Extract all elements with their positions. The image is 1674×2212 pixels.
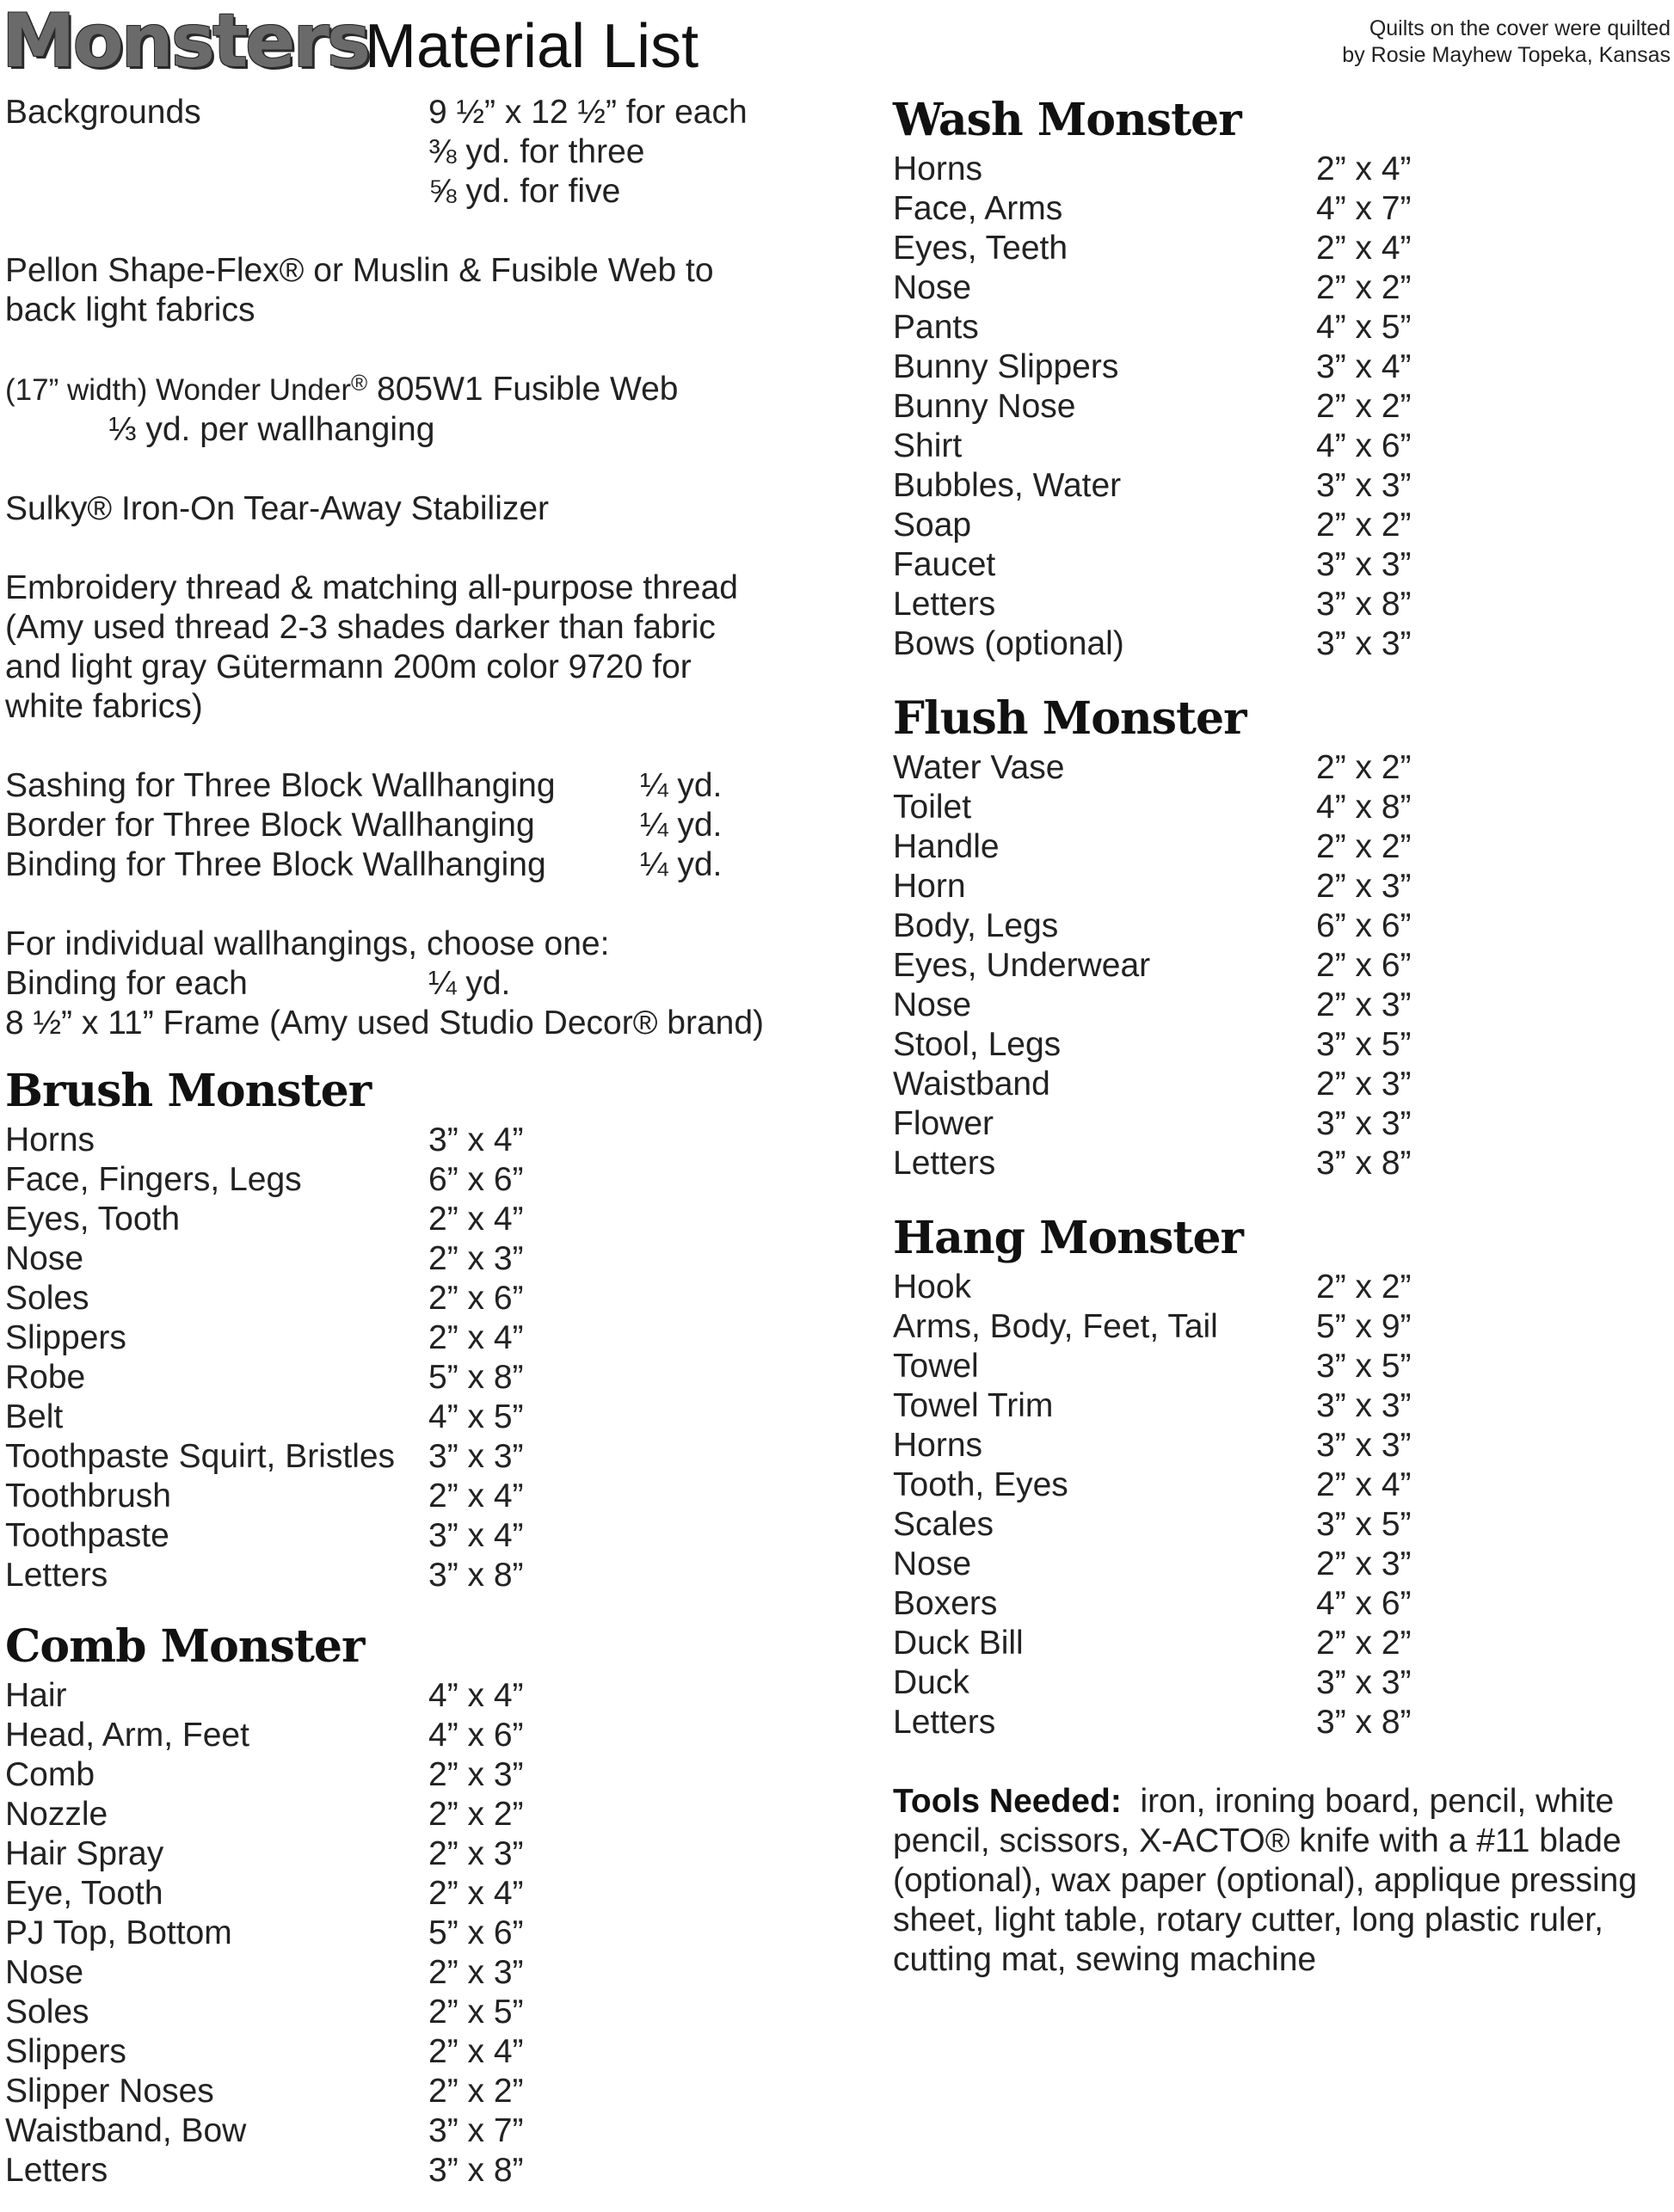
item-name: Slippers: [5, 1319, 126, 1356]
wallhanging-row: [5, 766, 865, 806]
wallhanging-item-qty: ¼ yd.: [640, 767, 723, 804]
list-item: [893, 1104, 1672, 1144]
item-size: 3” x 4”: [428, 1121, 524, 1158]
list-item: [893, 347, 1672, 387]
item-name: Hair Spray: [5, 1835, 164, 1872]
item-name: Towel: [893, 1348, 979, 1385]
backgrounds-size-each: 9 ½” x 12 ½” for each: [428, 94, 748, 131]
list-item: [893, 585, 1672, 624]
tools-needed: [893, 1782, 1672, 1980]
item-size: 6” x 6”: [1316, 907, 1412, 944]
backgrounds-row: [5, 132, 865, 172]
individual-binding-row: [5, 964, 865, 1004]
list-item: [5, 1239, 865, 1279]
wonder-under-line: [5, 370, 865, 410]
item-name: Flower: [893, 1105, 994, 1142]
list-item: [893, 506, 1672, 545]
item-size: 2” x 2”: [1316, 388, 1412, 425]
item-size: 2” x 3”: [428, 1954, 524, 1991]
list-item: [5, 1160, 865, 1200]
backgrounds-label: Backgrounds: [5, 94, 201, 131]
item-size: 2” x 2”: [428, 1796, 524, 1833]
item-name: Face, Fingers, Legs: [5, 1161, 302, 1198]
item-size: 4” x 7”: [1316, 190, 1412, 227]
item-name: Soap: [893, 507, 972, 544]
item-size: 2” x 5”: [428, 1994, 524, 2031]
item-size: 3” x 8”: [428, 2152, 524, 2189]
item-name: Eyes, Tooth: [5, 1201, 181, 1238]
list-item: [893, 1505, 1672, 1545]
thread-line-1: Embroidery thread & matching all-purpose thread: [5, 569, 738, 606]
flush-monster-heading: Flush Monster: [893, 692, 1246, 745]
item-name: Body, Legs: [893, 907, 1059, 944]
item-size: 5” x 9”: [1316, 1308, 1412, 1345]
item-name: Slippers: [5, 2033, 126, 2070]
list-item: [893, 827, 1672, 867]
item-name: Horns: [5, 1121, 95, 1158]
individual-binding-qty: ¼ yd.: [428, 965, 511, 1002]
item-name: Stool, Legs: [893, 1026, 1062, 1063]
item-name: Scales: [893, 1506, 994, 1543]
list-item: [893, 1347, 1672, 1386]
list-item: [893, 466, 1672, 506]
list-item: [893, 1624, 1672, 1663]
item-size: 2” x 2”: [1316, 1269, 1412, 1306]
item-size: 2” x 3”: [1316, 986, 1412, 1023]
item-name: Pants: [893, 309, 979, 346]
item-size: 4” x 4”: [428, 1677, 524, 1714]
item-size: 5” x 8”: [428, 1359, 524, 1396]
item-size: 2” x 2”: [1316, 269, 1412, 306]
item-size: 3” x 4”: [428, 1517, 524, 1554]
list-item: [893, 1268, 1672, 1307]
monsters-logo: Monsters: [2, 0, 369, 84]
item-size: 3” x 3”: [1316, 1387, 1412, 1424]
list-item: [893, 387, 1672, 427]
individual-binding-name: Binding for each: [5, 965, 248, 1002]
list-item: [893, 1663, 1672, 1703]
wonder-under-reg: ®: [351, 370, 368, 396]
item-name: Letters: [5, 1557, 108, 1594]
left-column: [5, 93, 865, 2190]
item-size: 3” x 8”: [428, 1557, 524, 1594]
wallhanging-row: [5, 806, 865, 845]
item-name: Eye, Tooth: [5, 1875, 163, 1912]
item-name: Faucet: [893, 546, 996, 583]
list-item: [893, 946, 1672, 986]
list-item: [893, 1144, 1672, 1183]
list-item: [5, 1516, 865, 1556]
list-item: [893, 906, 1672, 946]
quilter-credit: [1189, 15, 1671, 69]
item-size: 4” x 6”: [1316, 427, 1412, 464]
item-size: 2” x 4”: [428, 2033, 524, 2070]
list-item: [5, 1398, 865, 1437]
item-name: Horns: [893, 1427, 983, 1464]
list-item: [893, 268, 1672, 308]
list-item: [5, 1437, 865, 1477]
item-size: 4” x 8”: [1316, 789, 1412, 826]
item-size: 2” x 3”: [428, 1240, 524, 1277]
item-name: Hook: [893, 1269, 972, 1306]
item-size: 2” x 6”: [428, 1280, 524, 1317]
wallhanging-item-qty: ¼ yd.: [640, 807, 723, 844]
item-size: 3” x 8”: [1316, 1145, 1412, 1182]
individual-intro: For individual wallhangings, choose one:: [5, 925, 610, 962]
credit-line-1: Quilts on the cover were quilted: [1369, 16, 1671, 40]
list-item: [5, 2032, 865, 2072]
list-item: [5, 1874, 865, 1914]
item-name: Tooth, Eyes: [893, 1466, 1068, 1503]
list-item: [5, 1556, 865, 1595]
item-name: Eyes, Underwear: [893, 947, 1151, 984]
item-size: 4” x 6”: [1316, 1585, 1412, 1622]
list-item: [893, 189, 1672, 229]
list-item: [5, 1993, 865, 2032]
item-size: 2” x 3”: [1316, 868, 1412, 905]
wallhanging-item-qty: ¼ yd.: [640, 846, 723, 883]
item-size: 2” x 2”: [1316, 828, 1412, 865]
thread-line-4: white fabrics): [5, 688, 203, 725]
thread-line-3: and light gray Gütermann 200m color 9720 for: [5, 648, 692, 685]
list-item: [5, 1834, 865, 1874]
item-name: Nose: [893, 986, 972, 1023]
item-size: 4” x 5”: [1316, 309, 1412, 346]
item-size: 2” x 3”: [1316, 1066, 1412, 1103]
item-name: PJ Top, Bottom: [5, 1914, 232, 1951]
list-item: [893, 624, 1672, 664]
wallhanging-item-name: Border for Three Block Wallhanging: [5, 807, 535, 844]
item-size: 2” x 6”: [1316, 947, 1412, 984]
list-item: [5, 2151, 865, 2190]
item-name: Toothpaste Squirt, Bristles: [5, 1438, 396, 1475]
item-size: 3” x 4”: [1316, 348, 1412, 385]
item-name: Waistband: [893, 1066, 1050, 1103]
list-item: [5, 2072, 865, 2111]
wallhanging-row: [5, 845, 865, 885]
item-size: 3” x 3”: [1316, 1664, 1412, 1701]
list-item: [5, 1121, 865, 1160]
list-item: [893, 1307, 1672, 1347]
pellon-line-2: back light fabrics: [5, 292, 255, 329]
wallhanging-item-name: Sashing for Three Block Wallhanging: [5, 767, 556, 804]
item-name: Nose: [5, 1954, 84, 1991]
brush-monster-heading: Brush Monster: [5, 1065, 372, 1117]
sulky-stabilizer: Sulky® Iron-On Tear-Away Stabilizer: [5, 490, 550, 527]
item-size: 3” x 3”: [1316, 625, 1412, 662]
item-size: 3” x 5”: [1316, 1026, 1412, 1063]
item-name: Bubbles, Water: [893, 467, 1122, 504]
item-size: 5” x 6”: [428, 1914, 524, 1951]
brush-monster-list: [5, 1121, 865, 1595]
item-name: Duck: [893, 1664, 969, 1701]
item-size: 2” x 2”: [428, 2073, 524, 2110]
item-name: Eyes, Teeth: [893, 230, 1068, 267]
hang-monster-list: [893, 1268, 1672, 1742]
item-size: 2” x 3”: [1316, 1545, 1412, 1582]
item-name: Shirt: [893, 427, 963, 464]
item-size: 3” x 5”: [1316, 1348, 1412, 1385]
list-item: [5, 1755, 865, 1795]
list-item: [5, 1676, 865, 1716]
item-size: 2” x 2”: [1316, 507, 1412, 544]
item-name: Waistband, Bow: [5, 2112, 247, 2149]
item-size: 2” x 4”: [428, 1875, 524, 1912]
item-name: Horns: [893, 151, 983, 187]
item-size: 2” x 4”: [428, 1201, 524, 1238]
item-name: Soles: [5, 1280, 89, 1317]
item-name: Handle: [893, 828, 1000, 865]
hang-monster-heading: Hang Monster: [893, 1212, 1243, 1264]
pellon-line-1: Pellon Shape-Flex® or Muslin & Fusible Web to: [5, 252, 714, 289]
list-item: [5, 1914, 865, 1953]
list-item: [5, 1358, 865, 1398]
item-size: 3” x 3”: [1316, 1427, 1412, 1464]
list-item: [5, 1200, 865, 1239]
item-size: 3” x 5”: [1316, 1506, 1412, 1543]
list-item: [5, 1716, 865, 1755]
item-name: Letters: [893, 1704, 996, 1741]
list-item: [5, 1477, 865, 1516]
item-size: 2” x 4”: [1316, 230, 1412, 267]
list-item: [893, 1545, 1672, 1584]
item-name: Letters: [5, 2152, 108, 2189]
list-item: [893, 867, 1672, 906]
list-item: [893, 1465, 1672, 1505]
item-size: 3” x 3”: [428, 1438, 524, 1475]
wash-monster-heading: Wash Monster: [893, 94, 1241, 146]
item-size: 3” x 3”: [1316, 546, 1412, 583]
item-name: Bunny Nose: [893, 388, 1076, 425]
wallhanging-item-name: Binding for Three Block Wallhanging: [5, 846, 546, 883]
item-size: 4” x 5”: [428, 1398, 524, 1435]
item-name: Hair: [5, 1677, 67, 1714]
list-item: [5, 2111, 865, 2151]
item-name: Head, Arm, Feet: [5, 1717, 249, 1754]
list-item: [893, 1426, 1672, 1465]
list-item: [893, 229, 1672, 268]
item-name: Horn: [893, 868, 966, 905]
item-name: Slipper Noses: [5, 2073, 214, 2110]
item-name: Nozzle: [5, 1796, 108, 1833]
right-column: [893, 93, 1672, 1980]
flush-monster-list: [893, 748, 1672, 1183]
list-item: [893, 986, 1672, 1025]
item-name: Comb: [5, 1756, 95, 1793]
item-name: Face, Arms: [893, 190, 1063, 227]
item-name: Duck Bill: [893, 1625, 1024, 1662]
item-name: Nose: [893, 1545, 972, 1582]
backgrounds-row: [5, 172, 865, 212]
list-item: [893, 1584, 1672, 1624]
list-item: [893, 150, 1672, 189]
list-item: [893, 545, 1672, 585]
wonder-under-amount: ⅓ yd. per wallhanging: [108, 411, 435, 448]
item-name: Letters: [893, 1145, 996, 1182]
item-size: 2” x 2”: [1316, 1625, 1412, 1662]
item-size: 2” x 4”: [1316, 151, 1412, 187]
comb-monster-list: [5, 1676, 865, 2190]
list-item: [893, 427, 1672, 466]
list-item: [5, 1279, 865, 1318]
item-size: 4” x 6”: [428, 1717, 524, 1754]
item-name: Toothpaste: [5, 1517, 169, 1554]
item-name: Arms, Body, Feet, Tail: [893, 1308, 1218, 1345]
backgrounds-size-three: ⅜ yd. for three: [428, 133, 645, 170]
item-name: Belt: [5, 1398, 64, 1435]
item-name: Toilet: [893, 789, 972, 826]
list-item: [5, 1953, 865, 1993]
item-size: 2” x 2”: [1316, 749, 1412, 786]
item-name: Robe: [5, 1359, 86, 1396]
item-size: 2” x 4”: [1316, 1466, 1412, 1503]
wash-monster-list: [893, 150, 1672, 664]
tools-label: Tools Needed:: [893, 1783, 1122, 1820]
page-title: Material List: [365, 12, 699, 81]
list-item: [893, 1386, 1672, 1426]
item-size: 2” x 3”: [428, 1756, 524, 1793]
item-size: 3” x 8”: [1316, 1704, 1412, 1741]
item-name: Letters: [893, 586, 996, 623]
list-item: [893, 788, 1672, 827]
item-size: 3” x 7”: [428, 2112, 524, 2149]
wonder-under-prefix: (17” width) Wonder Under: [5, 373, 352, 407]
list-item: [893, 308, 1672, 347]
list-item: [893, 1065, 1672, 1104]
item-name: Nose: [893, 269, 972, 306]
item-name: Bunny Slippers: [893, 348, 1119, 385]
list-item: [893, 1025, 1672, 1065]
list-item: [893, 1703, 1672, 1742]
item-size: 2” x 3”: [428, 1835, 524, 1872]
item-name: Nose: [5, 1240, 84, 1277]
credit-line-2: by Rosie Mayhew Topeka, Kansas: [1342, 43, 1671, 67]
thread-line-2: (Amy used thread 2-3 shades darker than fabric: [5, 609, 716, 646]
backgrounds-row: [5, 93, 865, 132]
item-name: Boxers: [893, 1585, 998, 1622]
item-name: Soles: [5, 1994, 89, 2031]
list-item: [893, 748, 1672, 788]
item-name: Bows (optional): [893, 625, 1124, 662]
wonder-under-suffix: 805W1 Fusible Web: [367, 371, 679, 408]
item-name: Toothbrush: [5, 1478, 171, 1515]
tools-text: iron, ironing board, pencil, white pencil, scissors, X-ACTO® knife with a #11 blade (optional), wax paper (optional), applique pressing sheet, light table, rotary cutter, long plastic ruler, cutting mat, sewing machine: [893, 1783, 1638, 1978]
item-size: 2” x 4”: [428, 1319, 524, 1356]
item-size: 3” x 3”: [1316, 467, 1412, 504]
item-size: 3” x 3”: [1316, 1105, 1412, 1142]
item-size: 2” x 4”: [428, 1478, 524, 1515]
individual-frame: 8 ½” x 11” Frame (Amy used Studio Decor® brand): [5, 1005, 765, 1041]
item-size: 6” x 6”: [428, 1161, 524, 1198]
comb-monster-heading: Comb Monster: [5, 1620, 365, 1673]
list-item: [5, 1795, 865, 1834]
item-size: 3” x 8”: [1316, 586, 1412, 623]
list-item: [5, 1318, 865, 1358]
backgrounds-size-five: ⅝ yd. for five: [428, 173, 621, 210]
item-name: Towel Trim: [893, 1387, 1054, 1424]
item-name: Water Vase: [893, 749, 1065, 786]
